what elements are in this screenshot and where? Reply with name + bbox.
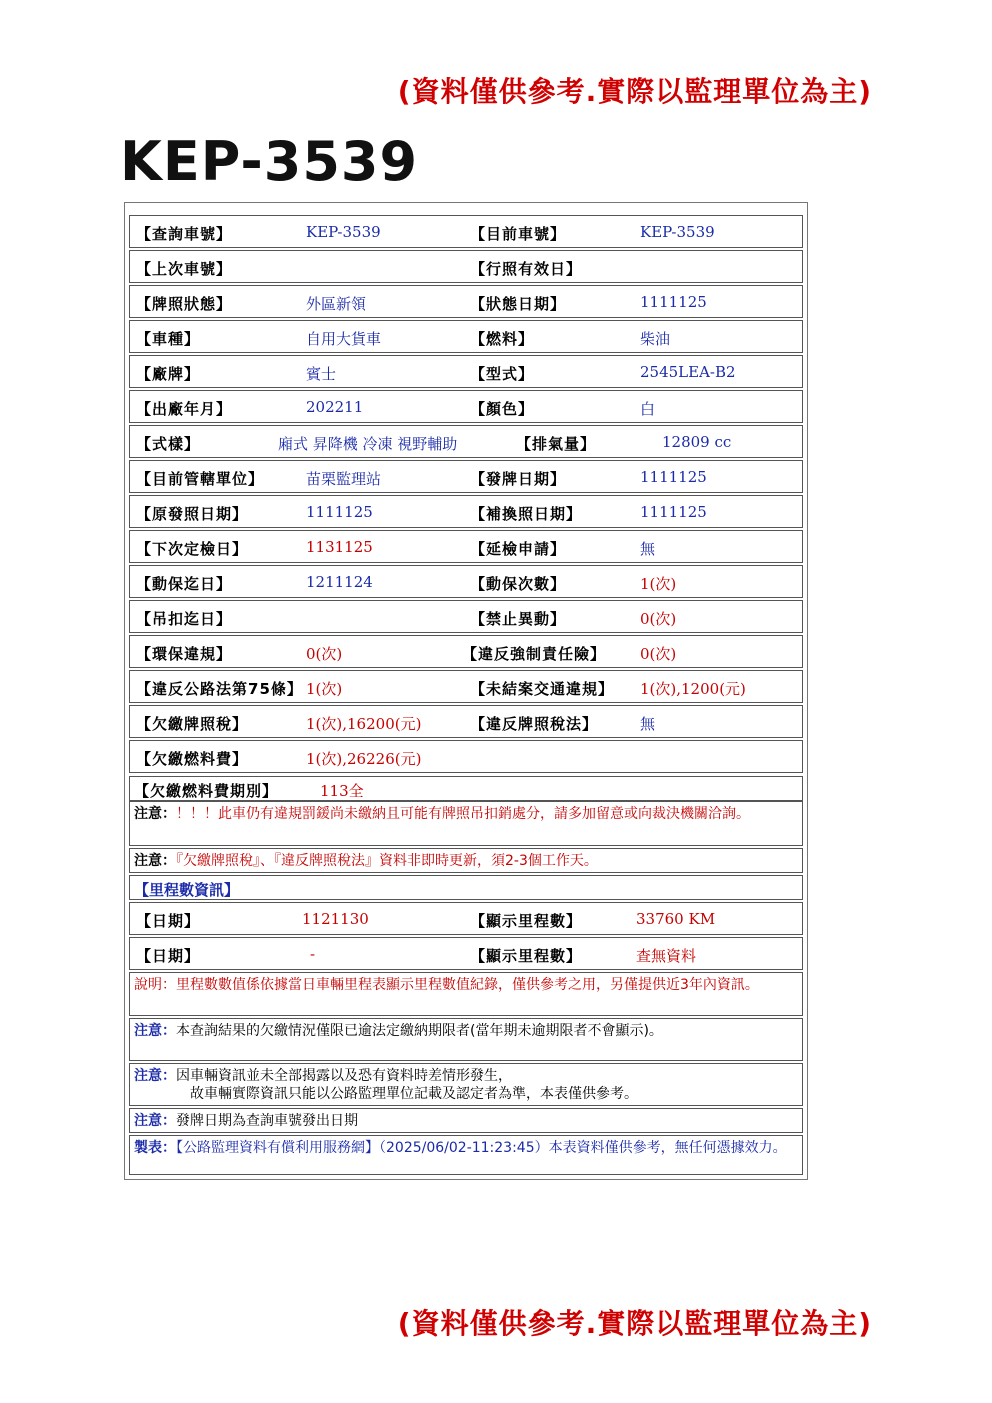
value-right: 1111125 xyxy=(640,468,707,486)
fuel-period-label: 【欠繳燃料費期別】 xyxy=(134,782,279,800)
label-right: 【狀態日期】 xyxy=(470,295,567,313)
value-left: KEP-3539 xyxy=(306,223,381,241)
mileage-date-label: 【日期】 xyxy=(136,947,201,965)
disclaimer-bottom: (資料僅供參考.實際以監理單位為主) xyxy=(397,1307,872,1340)
mileage-row-1 xyxy=(129,902,803,935)
label-left: 【違反公路法第75條】 xyxy=(136,680,303,698)
fuel-period-row xyxy=(129,776,803,801)
mileage-km-label: 【顯示里程數】 xyxy=(470,912,583,930)
value-right: 1(次) xyxy=(640,575,677,593)
info-row xyxy=(129,670,803,703)
mileage-explain: 說明：里程數數值係依據當日車輛里程表顯示里程數值紀錄，僅供參考之用，另僅提供近3年內資訊。 xyxy=(134,977,759,993)
info-row xyxy=(129,705,803,738)
footer-head: 製表： xyxy=(134,1140,176,1156)
info-row xyxy=(129,250,803,283)
label-left: 【查詢車號】 xyxy=(136,225,233,243)
label-right: 【目前車號】 xyxy=(470,225,567,243)
label-left: 【車種】 xyxy=(136,330,201,348)
value-right: 12809 cc xyxy=(662,433,732,451)
value-right: 0(次) xyxy=(640,645,677,663)
info-row xyxy=(129,215,803,248)
label-left: 【下次定檢日】 xyxy=(136,540,249,558)
mileage-date-value: - xyxy=(310,945,316,963)
note-1 xyxy=(134,805,798,823)
label-left: 【目前管轄單位】 xyxy=(136,470,265,488)
explain-row xyxy=(129,972,803,1016)
info-row xyxy=(129,635,803,668)
note-row-5 xyxy=(129,1108,803,1133)
info-row xyxy=(129,425,803,458)
label-right: 【補換照日期】 xyxy=(470,505,583,523)
label-right: 【未結案交通違規】 xyxy=(470,680,615,698)
value-right: 無 xyxy=(640,540,656,558)
note-5-body: 發牌日期為查詢車號發出日期 xyxy=(176,1113,358,1129)
label-right: 【燃料】 xyxy=(470,330,535,348)
info-row xyxy=(129,530,803,563)
label-right: 【禁止異動】 xyxy=(470,610,567,628)
info-row xyxy=(129,495,803,528)
disclaimer-top: (資料僅供參考.實際以監理單位為主) xyxy=(397,75,872,108)
value-right: 無 xyxy=(640,715,656,733)
label-left: 【欠繳牌照稅】 xyxy=(136,715,249,733)
note-3 xyxy=(134,1022,798,1040)
vehicle-info-sheet xyxy=(124,202,808,1180)
value-left: 賓士 xyxy=(306,365,337,383)
note-row-2 xyxy=(129,848,803,873)
footer-note xyxy=(134,1139,798,1157)
value-left: 1131125 xyxy=(306,538,373,556)
value-right: 1111125 xyxy=(640,503,707,521)
value-left: 1(次),16200(元) xyxy=(306,715,422,733)
mileage-km-label: 【顯示里程數】 xyxy=(470,947,583,965)
label-right: 【排氣量】 xyxy=(516,435,597,453)
value-left: 廂式 昇降機 冷凍 視野輔助 xyxy=(278,435,458,453)
value-right: KEP-3539 xyxy=(640,223,715,241)
value-left: 1(次),26226(元) xyxy=(306,750,422,768)
mileage-section-row xyxy=(129,875,803,900)
label-right: 【動保次數】 xyxy=(470,575,567,593)
label-right: 【行照有效日】 xyxy=(470,260,583,278)
mileage-row-2 xyxy=(129,937,803,970)
value-left: 苗栗監理站 xyxy=(306,470,382,488)
footer-row xyxy=(129,1135,803,1175)
label-right: 【顏色】 xyxy=(470,400,535,418)
note-4-body-line1: 因車輛資訊並未全部揭露以及恐有資料時差情形發生， xyxy=(176,1068,512,1084)
note-4 xyxy=(134,1067,798,1103)
label-right: 【延檢申請】 xyxy=(470,540,567,558)
note-2-head: 注意： xyxy=(134,853,176,869)
mileage-km-value: 查無資料 xyxy=(636,947,697,965)
note-4-body-line2: 故車輛實際資訊只能以公路監理單位記載及認定者為準，本表僅供參考。 xyxy=(190,1086,638,1102)
value-left: 1111125 xyxy=(306,503,373,521)
note-row-3 xyxy=(129,1018,803,1061)
note-row-4 xyxy=(129,1063,803,1106)
info-row xyxy=(129,320,803,353)
note-3-head: 注意： xyxy=(134,1023,176,1039)
footer-body: 【公路監理資料有償利用服務網】（2025/06/02-11:23:45）本表資料僅供參考，無任何憑據效力。 xyxy=(176,1140,787,1156)
info-row xyxy=(129,390,803,423)
info-row xyxy=(129,600,803,633)
fuel-period-value: 113全 xyxy=(320,782,364,800)
value-right: 柴油 xyxy=(640,330,671,348)
value-right: 0(次) xyxy=(640,610,677,628)
note-4-head: 注意： xyxy=(134,1068,176,1084)
value-left: 外區新領 xyxy=(306,295,367,313)
value-left: 自用大貨車 xyxy=(306,330,382,348)
value-right: 白 xyxy=(640,400,656,418)
value-left: 1211124 xyxy=(306,573,373,591)
mileage-date-label: 【日期】 xyxy=(136,912,201,930)
value-left: 202211 xyxy=(306,398,364,416)
value-left: 0(次) xyxy=(306,645,343,663)
note-5-head: 注意： xyxy=(134,1113,176,1129)
info-row xyxy=(129,285,803,318)
label-right: 【違反強制責任險】 xyxy=(462,645,607,663)
info-row xyxy=(129,740,803,773)
value-right: 2545LEA-B2 xyxy=(640,363,736,381)
note-1-body: ！！！此車仍有違規罰鍰尚未繳納且可能有牌照吊扣銷處分，請多加留意或向裁決機關洽詢。 xyxy=(176,806,750,822)
label-left: 【動保迄日】 xyxy=(136,575,233,593)
label-left: 【上次車號】 xyxy=(136,260,233,278)
note-2 xyxy=(134,852,798,870)
label-left: 【廠牌】 xyxy=(136,365,201,383)
info-row xyxy=(129,355,803,388)
note-2-body: 『欠繳牌照稅』、『違反牌照稅法』資料非即時更新，須2-3個工作天。 xyxy=(176,853,598,869)
mileage-km-value: 33760 KM xyxy=(636,910,716,928)
mileage-date-value: 1121130 xyxy=(302,910,369,928)
label-right: 【型式】 xyxy=(470,365,535,383)
info-row xyxy=(129,565,803,598)
label-right: 【違反牌照稅法】 xyxy=(470,715,599,733)
info-row xyxy=(129,460,803,493)
label-left: 【環保違規】 xyxy=(136,645,233,663)
label-left: 【牌照狀態】 xyxy=(136,295,233,313)
label-left: 【式樣】 xyxy=(136,435,201,453)
label-left: 【欠繳燃料費】 xyxy=(136,750,249,768)
note-row-1 xyxy=(129,801,803,846)
note-3-body: 本查詢結果的欠繳情況僅限已逾法定繳納期限者(當年期未逾期限者不會顯示)。 xyxy=(176,1023,663,1039)
value-left: 1(次) xyxy=(306,680,343,698)
label-left: 【原發照日期】 xyxy=(136,505,249,523)
note-1-head: 注意： xyxy=(134,806,176,822)
note-5 xyxy=(134,1112,798,1130)
label-right: 【發牌日期】 xyxy=(470,470,567,488)
label-left: 【出廠年月】 xyxy=(136,400,233,418)
mileage-section-title: 【里程數資訊】 xyxy=(134,881,240,899)
value-right: 1111125 xyxy=(640,293,707,311)
label-left: 【吊扣迄日】 xyxy=(136,610,233,628)
value-right: 1(次),1200(元) xyxy=(640,680,746,698)
plate-title: KEP-3539 xyxy=(120,130,419,193)
